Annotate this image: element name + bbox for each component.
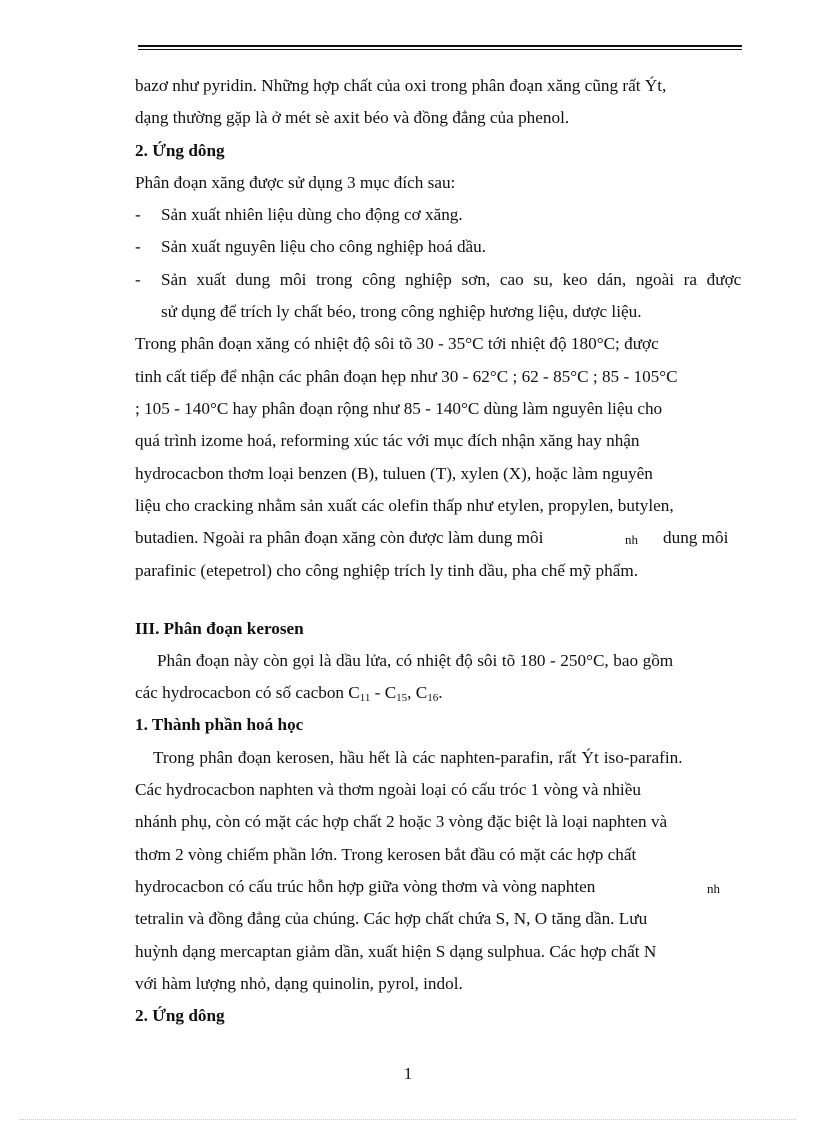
text-fragment: dung môi <box>663 528 729 547</box>
bullet-continuation: sử dụng để trích ly chất béo, trong công nghiệp hương liệu, dược liệu. <box>161 302 642 321</box>
text-line: Trong phân đoạn kerosen, hầu hết là các naphten-parafin, rất Ýt iso-parafin. <box>153 748 683 767</box>
text-line <box>135 877 741 897</box>
text-line: huỳnh dạng mercaptan giảm dần, xuất hiện S dạng sulphua. Các hợp chất N <box>135 942 657 961</box>
text-fragment: nh <box>625 532 638 547</box>
text-fragment: các hydrocacbon có số cacbon $C_{11} - C_{15}$, $C_{16}$. <box>135 683 443 704</box>
text-fragment: butadien. Ngoài ra phân đoạn xăng còn được làm dung môi <box>135 528 544 547</box>
text-line: bazơ như pyridin. Những hợp chất của oxi trong phân đoạn xăng cũng rất Ýt, <box>135 76 667 95</box>
text-line: quá trình izome hoá, reforming xúc tác với mục đích nhận xăng hay nhận <box>135 431 640 450</box>
page-bottom-border <box>20 1119 796 1120</box>
text-line <box>135 683 741 704</box>
section-heading: 2. Ứng dông <box>135 1006 225 1025</box>
text-line: Phân đoạn xăng được sử dụng 3 mục đích sau: <box>135 173 456 192</box>
text-line: tinh cất tiếp để nhận các phân đoạn hẹp như 30 - 62°C ; 62 - 85°C ; 85 - 105°C <box>135 367 678 386</box>
text-line: parafinic (etepetrol) cho công nghiệp trích ly tinh dầu, pha chế mỹ phẩm. <box>135 561 639 580</box>
text-line: nhánh phụ, còn có mặt các hợp chất 2 hoặc 3 vòng đặc biệt là loại naphten và <box>135 812 668 831</box>
text-line: thơm 2 vòng chiếm phần lớn. Trong kerosen bắt đầu có mặt các hợp chất <box>135 845 637 864</box>
text-line <box>135 528 741 548</box>
section-heading: III. Phân đoạn kerosen <box>135 619 304 638</box>
text-line: tetralin và đồng đẳng của chúng. Các hợp chất chứa S, N, O tăng dần. Lưu <box>135 909 648 928</box>
text-fragment: hydrocacbon có cấu trúc hỗn hợp giữa vòng thơm và vòng naphten <box>135 877 596 896</box>
bullet-dash: - <box>135 237 141 256</box>
text-line: dạng thường gặp là ở mét sè axit béo và đồng đẳng của phenol. <box>135 108 570 127</box>
section-heading: 1. Thành phần hoá học <box>135 715 304 734</box>
text-line: ; 105 - 140°C hay phân đoạn rộng như 85 - 140°C dùng làm nguyên liệu cho <box>135 399 663 418</box>
text-line: với hàm lượng nhỏ, dạng quinolin, pyrol, indol. <box>135 974 463 993</box>
bullet-dash: - <box>135 205 141 224</box>
text-line: hydrocacbon thơm loại benzen (B), tuluen (T), xylen (X), hoặc làm nguyên <box>135 464 653 483</box>
text-line: Trong phân đoạn xăng có nhiệt độ sôi tõ 30 - 35°C tới nhiệt độ 180°C; được <box>135 334 659 353</box>
section-heading: 2. Ứng dông <box>135 141 225 160</box>
text-line: Các hydrocacbon naphten và thơm ngoài loại có cấu tróc 1 vòng và nhiều <box>135 780 641 799</box>
header-rule-thin <box>138 49 742 50</box>
bullet-dash: - <box>135 270 141 289</box>
text-line: Phân đoạn này còn gọi là dầu lửa, có nhiệt độ sôi tõ 180 - 250°C, bao gồm <box>157 651 674 670</box>
page-number: 1 <box>403 1064 413 1083</box>
text-line: liệu cho cracking nhằm sản xuất các olefin thấp như etylen, propylen, butylen, <box>135 496 674 515</box>
header-rule-thick <box>138 45 742 47</box>
text-fragment: nh <box>707 881 720 896</box>
